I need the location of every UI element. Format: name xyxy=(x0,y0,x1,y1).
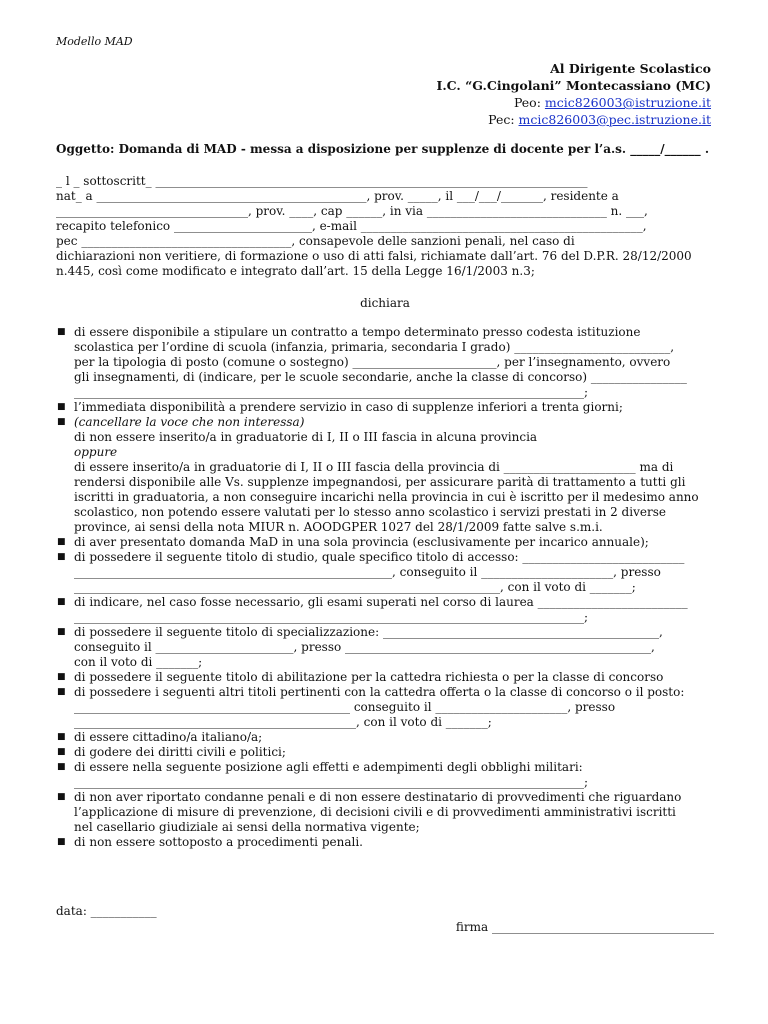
bullet-icon: ■ xyxy=(57,687,66,697)
list-item: ■ di possedere i seguenti altri titoli pertinenti con la cattedra offerta o la classe di concorso o il posto: ______________________________________________ conseguito il ______________________, presso _______________________________________________, con il voto di _______; xyxy=(57,685,685,729)
bullet-icon: ■ xyxy=(57,627,66,637)
bullet-icon: ■ xyxy=(57,537,66,547)
list-item: ■ (cancellare la voce che non interessa) di non essere inserito/a in graduatorie di I, II o III fascia in alcuna provincia oppure di essere inserito/a in graduatorie di I, II o III fascia della provincia di ______________________ ma di rendersi disponibile alle Vs. supplenze impegnandosi, per assicurare parità di trattamento a tutti gli iscritti in graduatoria, a non conseguire incarichi nella provincia in cui è iscritto per il medesimo anno scolastico, non potendo essere valutati per lo stesso anno scolastico i servizi prestati in 2 diverse province, ai sensi della nota MIUR n. AOODGPER 1027 del 28/1/2009 fatte salve s.m.i. xyxy=(57,415,699,534)
list-item: ■ di possedere il seguente titolo di abilitazione per la cattedra richiesta o per la classe di concorso xyxy=(57,670,664,684)
intro-line: nat_ a _____________________________________________, prov. _____, il ___/___/_______, residente a xyxy=(56,189,619,203)
bullet-icon: ■ xyxy=(57,597,66,607)
bullet-icon: ■ xyxy=(57,762,66,772)
list-item: ■ di essere cittadino/a italiano/a; xyxy=(57,730,263,744)
intro-line: pec ___________________________________, consapevole delle sanzioni penali, nel caso di xyxy=(56,234,575,248)
list-item: ■ di non aver riportato condanne penali e di non essere destinatario di provvedimenti che riguardano l’applicazione di misure di prevenzione, di decisioni civili e di provvedimenti amministrativi iscritti nel casellario giudiziale ai sensi della normativa vigente; xyxy=(57,790,682,834)
peo-email-link[interactable]: mcic826003@istruzione.it xyxy=(544,95,711,110)
list-item: ■ di indicare, nel caso fosse necessario, gli esami superati nel corso di laurea _________________________ _____________________________________________________________________________________; xyxy=(57,595,688,624)
pec-line xyxy=(436,111,711,128)
bullet-icon: ■ xyxy=(57,552,66,562)
peo-label: Peo: xyxy=(513,95,545,110)
intro-line: dichiarazioni non veritiere, di formazione o uso di atti falsi, richiamate dall’art. 76 del D.P.R. 28/12/2000 xyxy=(56,249,692,263)
bullet-icon: ■ xyxy=(57,732,66,742)
bullet-icon: ■ xyxy=(57,792,66,802)
list-item: ■ di possedere il seguente titolo di studio, quale specifico titolo di accesso: ___________________________ _____________________________________________________, conseguito il ______________________, presso _______________________________________________________________________, con il voto di _______; xyxy=(57,550,685,594)
list-item: ■ l’immediata disponibilità a prendere servizio in caso di supplenze inferiori a trenta giorni; xyxy=(57,400,623,414)
pec-label: Pec: xyxy=(488,112,519,127)
subject-line: Oggetto: Domanda di MAD - messa a disposizione per supplenze di docente per l’a.s. _____/______ . xyxy=(56,142,709,156)
pec-email-link[interactable]: mcic826003@pec.istruzione.it xyxy=(518,112,711,127)
bullet-icon: ■ xyxy=(57,417,66,427)
declares-heading: dichiara xyxy=(360,296,410,310)
list-item: ■ di essere nella seguente posizione agli effetti e adempimenti degli obblighi militari: _____________________________________________________________________________________; xyxy=(57,760,589,789)
intro-line: _ l _ sottoscritt_ ________________________________________________________________________ xyxy=(56,174,588,188)
intro-line: n.445, così come modificato e integrato dall’art. 15 della Legge 16/1/2003 n.3; xyxy=(56,264,535,278)
list-item: ■ di essere disponibile a stipulare un contratto a tempo determinato presso codesta istituzione scolastica per l’ordine di scuola (infanzia, primaria, secondaria I grado) __________________________, per la tipologia di posto (comune o sostegno) ________________________, per l’insegnamento, ovvero gli insegnamenti, di (indicare, per le scuole secondarie, anche la classe di concorso) ________________ _____________________________________________________________________________________; xyxy=(57,325,687,399)
list-item: ■ di non essere sottoposto a procedimenti penali. xyxy=(57,835,363,849)
form-body xyxy=(56,174,714,850)
intro-section xyxy=(56,174,714,279)
recipient-school: I.C. “G.Cingolani” Montecassiano (MC) xyxy=(436,78,711,93)
bullet-icon: ■ xyxy=(57,672,66,682)
peo-line xyxy=(436,94,711,111)
bullet-icon: ■ xyxy=(57,837,66,847)
bullet-icon: ■ xyxy=(57,327,66,337)
signature-field: firma _____________________________________ xyxy=(455,920,714,934)
intro-line: recapito telefonico _______________________, e-mail _______________________________________________, xyxy=(56,219,647,233)
date-field: data: ___________ xyxy=(56,904,157,918)
declaration-list xyxy=(56,325,714,850)
model-label: Modello MAD xyxy=(56,35,133,48)
recipient-title: Al Dirigente Scolastico xyxy=(550,61,711,76)
list-item: ■ di godere dei diritti civili e politici; xyxy=(57,745,286,759)
bullet-icon: ■ xyxy=(57,747,66,757)
list-item: ■ di aver presentato domanda MaD in una sola provincia (esclusivamente per incarico annuale); xyxy=(57,535,649,549)
recipient-block xyxy=(436,60,711,128)
bullet-icon: ■ xyxy=(57,402,66,412)
list-item: ■ di possedere il seguente titolo di specializzazione: ______________________________________________, conseguito il _______________________, presso ___________________________________________________, con il voto di _______; xyxy=(57,625,663,669)
intro-line: ________________________________, prov. ____, cap ______, in via ______________________________ n. ___, xyxy=(56,204,648,218)
